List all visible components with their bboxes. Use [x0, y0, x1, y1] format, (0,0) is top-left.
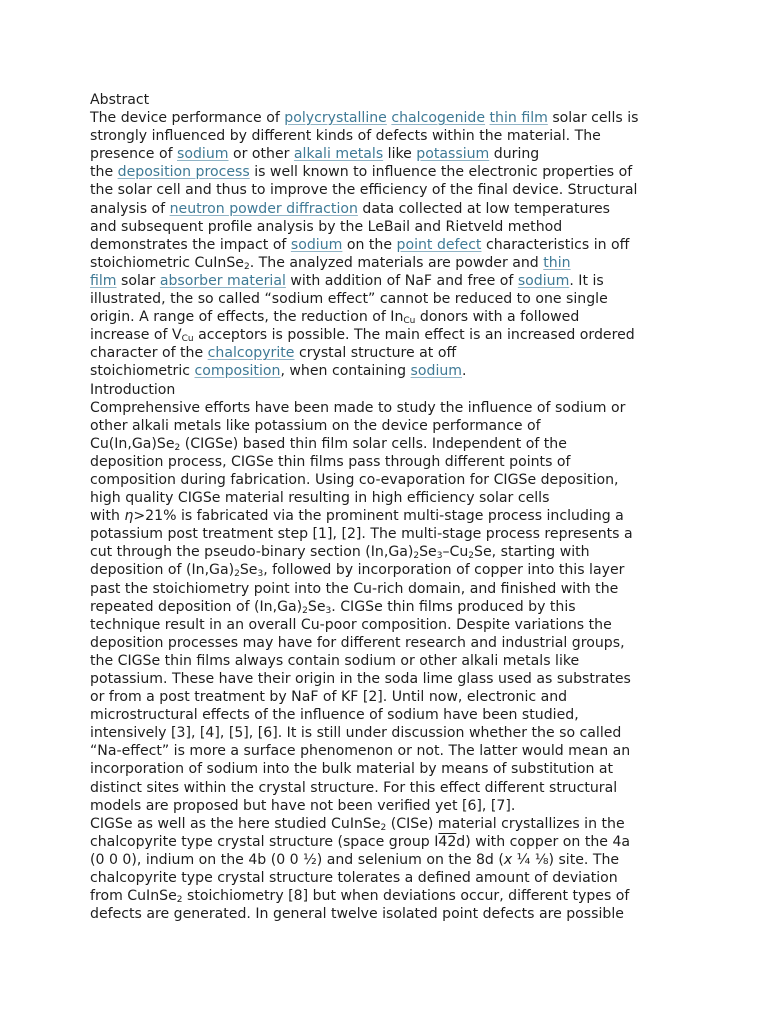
text-line	[90, 417, 684, 435]
text-line	[90, 905, 684, 923]
subscript: 2	[243, 261, 250, 272]
subscript: 2	[234, 569, 240, 580]
term-link[interactable]: sodium	[410, 363, 463, 380]
text-line	[90, 869, 684, 887]
text-run: potassium. These have their origin in the soda lime glass used as substrates	[90, 671, 631, 687]
text-line	[90, 326, 684, 344]
text-line	[90, 797, 684, 815]
article-body	[90, 91, 684, 923]
term-link[interactable]: point defect	[396, 236, 482, 253]
text-line	[90, 760, 684, 778]
text-run: strongly influenced by different kinds of defects within the material. The	[90, 128, 601, 145]
text-run: acceptors is possible. The main effect is an increased ordered	[193, 327, 635, 344]
text-run: the CIGSe thin films always contain sodium or other alkali metals like	[90, 652, 580, 669]
term-link[interactable]: absorber material	[159, 272, 286, 289]
text-run: potassium post treatment step [1], [2]. The multi-stage process represents a	[90, 526, 633, 543]
text-run: stoichiometric CuInSe	[90, 254, 244, 271]
text-line	[90, 489, 684, 507]
text-run: the solar cell and thus to improve the efficiency of the final device. Structural	[90, 182, 638, 199]
italic-symbol: x	[503, 851, 513, 868]
text-run: data collected at low temperatures	[357, 200, 611, 217]
text-run: high quality CIGSe material resulting in high efficiency solar cells	[90, 490, 550, 507]
text-run: >21% is fabricated via the prominent multi-stage process including a	[133, 508, 624, 525]
text-run: d) with copper on the 4a	[456, 833, 631, 850]
text-run: stoichiometry [8] but when deviations occur, different types of	[182, 888, 630, 905]
text-line	[90, 634, 684, 652]
term-link[interactable]: alkali metals	[293, 146, 384, 163]
text-run: presence of	[90, 146, 178, 163]
abstract-heading: Abstract	[90, 92, 150, 108]
text-run: character of the	[90, 345, 208, 362]
term-link[interactable]: thin film	[489, 110, 548, 127]
text-run: microstructural effects of the influence of sodium have been studied,	[90, 707, 579, 724]
text-line	[90, 779, 684, 797]
term-link[interactable]: potassium	[416, 146, 490, 163]
text-run: deposition process, CIGSe thin films pass through different points of	[90, 453, 571, 470]
text-run: (CIGSe) based thin film solar cells. Independent of the	[180, 435, 567, 452]
term-link[interactable]: neutron powder diffraction	[169, 200, 358, 217]
text-line	[90, 127, 684, 145]
text-line	[90, 543, 684, 561]
text-run: demonstrates the impact of	[90, 236, 291, 253]
text-run: like	[383, 146, 417, 163]
text-run: repeated deposition of (In,Ga)	[90, 598, 303, 615]
text-run: donors with a followed	[415, 309, 580, 326]
text-line	[90, 453, 684, 471]
subscript: 2	[413, 551, 420, 562]
text-line	[90, 815, 684, 833]
text-line	[90, 344, 684, 362]
text-run: solar cells is	[547, 110, 639, 127]
text-run: crystal structure at off	[294, 345, 457, 362]
text-run: is well known to influence the electronic properties of	[249, 164, 633, 181]
text-line	[90, 706, 684, 724]
term-link[interactable]: chalcogenide	[391, 110, 486, 127]
term-link[interactable]: film	[90, 272, 117, 289]
text-run: on the	[342, 236, 397, 253]
text-run: Se	[307, 598, 326, 615]
text-run: intensively [3], [4], [5], [6]. It is still under discussion whether the so called	[90, 725, 622, 742]
text-run: Se, starting with	[474, 544, 590, 561]
text-run: the	[90, 164, 118, 181]
text-run: . It is	[569, 272, 604, 289]
text-run: and subsequent profile analysis by the LeBail and Rietveld method	[90, 218, 563, 235]
text-run: .	[462, 363, 467, 380]
subscript: 3	[436, 551, 443, 562]
text-line	[90, 851, 684, 869]
text-run: Se	[239, 562, 258, 579]
text-line	[90, 887, 684, 905]
text-run: , when containing	[280, 363, 411, 380]
text-line	[90, 308, 684, 326]
text-run: with	[90, 508, 125, 525]
text-run: with addition of NaF and free of	[285, 272, 518, 289]
text-line	[90, 236, 684, 254]
text-run: CIGSe as well as the here studied CuInSe	[90, 815, 381, 832]
text-run: increase of V	[90, 327, 182, 344]
text-line	[90, 724, 684, 742]
text-line	[90, 561, 684, 579]
text-run: The device performance of	[90, 110, 285, 127]
text-run: from CuInSe	[90, 888, 177, 905]
text-run: incorporation of sodium into the bulk material by means of substitution at	[90, 761, 614, 778]
subscript: 2	[176, 895, 183, 906]
text-run: deposition of (In,Ga)	[90, 562, 235, 579]
text-line	[90, 833, 684, 851]
abstract-text	[90, 109, 684, 380]
text-line	[90, 688, 684, 706]
subscript: 3	[325, 605, 332, 616]
text-line	[90, 272, 684, 290]
text-run: analysis of	[90, 200, 170, 217]
text-line	[90, 616, 684, 634]
text-line	[90, 254, 684, 272]
term-link[interactable]: thin	[543, 254, 571, 271]
text-line	[90, 200, 684, 218]
text-run: Cu(In,Ga)Se	[90, 435, 175, 452]
subscript: 2	[174, 442, 181, 453]
text-run: technique result in an overall Cu-poor composition. Despite variations the	[90, 616, 612, 633]
term-link[interactable]: polycrystalline	[284, 110, 387, 127]
text-run: . CIGSe thin films produced by this	[331, 598, 576, 615]
text-run: illustrated, the so called “sodium effect” cannot be reduced to one single	[90, 291, 608, 308]
text-run: or from a post treatment by NaF of KF [2]. Until now, electronic and	[90, 689, 568, 706]
text-run: . The analyzed materials are powder and	[249, 254, 544, 271]
text-line	[90, 652, 684, 670]
text-run: stoichiometric	[90, 363, 195, 380]
text-line	[90, 290, 684, 308]
subscript: 2	[468, 551, 475, 562]
term-link[interactable]: sodium	[290, 236, 343, 253]
text-line	[90, 145, 684, 163]
term-link[interactable]: composition	[194, 363, 281, 380]
text-run: Se	[419, 544, 437, 561]
term-link[interactable]: sodium	[177, 146, 229, 163]
text-line	[90, 362, 684, 380]
text-line	[90, 109, 684, 127]
text-run: origin. A range of effects, the reduction of In	[90, 309, 404, 326]
text-run: “Na-effect” is more a surface phenomenon or not. The latter would mean an	[90, 743, 631, 760]
text-run: composition during fabrication. Using co-evaporation for CIGSe deposition,	[90, 471, 619, 488]
text-run: or other	[228, 146, 294, 163]
text-line	[90, 670, 684, 688]
text-line	[90, 742, 684, 760]
subscript: Cu	[181, 334, 194, 345]
italic-symbol: η	[124, 508, 134, 525]
introduction-heading: Introduction	[90, 381, 176, 398]
text-run: ¼ ⅛) site. The	[512, 851, 620, 868]
text-run: chalcopyrite type crystal structure (space group I	[90, 833, 439, 850]
text-line	[90, 218, 684, 236]
text-line	[90, 507, 684, 525]
text-run: –Cu	[442, 544, 469, 561]
subscript: 3	[257, 569, 264, 580]
text-run: other alkali metals like potassium on the device performance of	[90, 417, 541, 434]
text-run: past the stoichiometry point into the Cu-rich domain, and finished with the	[90, 580, 619, 597]
term-link[interactable]: deposition process	[117, 164, 250, 181]
text-line	[90, 435, 684, 453]
introduction-text	[90, 399, 684, 924]
overlined-digits: 42	[438, 833, 457, 850]
text-run: (CISe) material crystallizes in the	[386, 815, 625, 832]
text-run: defects are generated. In general twelve isolated point defects are possible	[90, 906, 624, 923]
text-run: cut through the pseudo-binary section (In,Ga)	[90, 544, 414, 561]
text-run: characteristics in off	[481, 236, 630, 253]
text-run: (0 0 0), indium on the 4b (0 0 ½) and selenium on the 8d (	[90, 851, 504, 868]
term-link[interactable]: chalcopyrite	[207, 345, 295, 362]
term-link[interactable]: sodium	[517, 272, 570, 289]
text-line	[90, 525, 684, 543]
text-line	[90, 399, 684, 417]
text-line	[90, 471, 684, 489]
text-run: solar	[116, 272, 160, 289]
text-run: Comprehensive efforts have been made to study the influence of sodium or	[90, 399, 626, 416]
subscript: Cu	[403, 316, 416, 327]
text-line	[90, 181, 684, 199]
text-run: distinct sites within the crystal structure. For this effect different structural	[90, 779, 618, 796]
text-run: , followed by incorporation of copper into this layer	[263, 562, 625, 579]
text-run: models are proposed but have not been verified yet [6], [7].	[90, 797, 516, 814]
text-run: chalcopyrite type crystal structure tolerates a defined amount of deviation	[90, 870, 618, 887]
text-line	[90, 580, 684, 598]
text-run: deposition processes may have for different research and industrial groups,	[90, 634, 625, 651]
text-line	[90, 163, 684, 181]
text-line	[90, 598, 684, 616]
text-run: during	[489, 146, 540, 163]
subscript: 2	[380, 822, 387, 833]
subscript: 2	[302, 605, 308, 616]
